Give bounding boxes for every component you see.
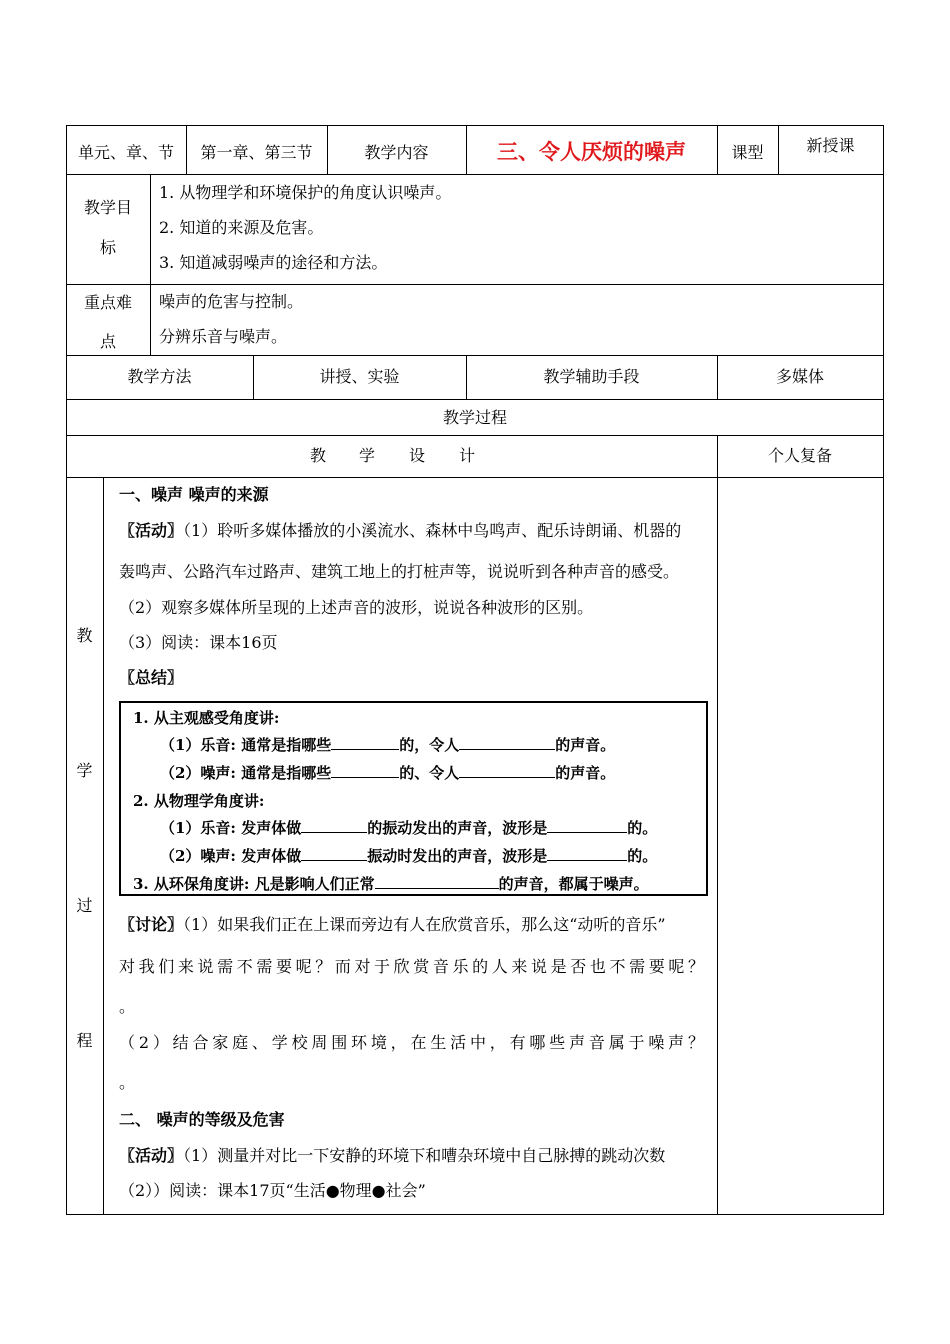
discussion-2-line-1: （2）结合家庭、学校周围环境，在生活中，有哪些声音属于噪声？ [119, 1033, 704, 1052]
activity-1-line-2: 轰鸣声、公路汽车过路声、建筑工地上的打桩声等，说说听到各种声音的感受。 [119, 562, 680, 581]
fill-blank [375, 876, 499, 889]
section-2-title: 二、 噪声的等级及危害 [119, 1110, 285, 1129]
goals-label-1: 教学目 [83, 198, 132, 217]
discussion-2-line-2: 。 [119, 1073, 136, 1092]
keypoints-label-1: 重点难 [83, 293, 132, 312]
goal-item: 1. 从物理学和环境保护的角度认识噪声。 [159, 183, 452, 202]
summary-line-6: （2）噪声: 发声体做 振动时发出的声音，波形是 的。 [160, 847, 658, 865]
activity-5: （2））阅读：课本17页“生活●物理●社会” [119, 1181, 426, 1200]
aid-label: 教学辅助手段 [543, 367, 640, 386]
fill-blank [331, 765, 399, 778]
discussion-tag: 〖讨论〗 [119, 915, 184, 934]
goal-item: 2. 知道的来源及危害。 [159, 218, 324, 237]
process-title: 教学过程 [442, 408, 507, 427]
design-header-char: 计 [459, 446, 476, 465]
fill-blank [301, 820, 367, 833]
activity-tag: 〖活动〗 [119, 1146, 184, 1165]
activity-tag: 〖活动〗 [119, 521, 184, 540]
side-char: 程 [76, 1031, 93, 1050]
activity-3: （3）阅读：课本16页 [119, 633, 278, 652]
content-label: 教学内容 [364, 143, 429, 162]
discussion-1-line-3: 。 [119, 997, 136, 1016]
aid-value: 多媒体 [775, 367, 824, 386]
summary-line-2: （1）乐音: 通常是指哪些 的，令人 的声音。 [160, 736, 616, 754]
side-char: 过 [76, 896, 93, 915]
design-header-char: 设 [409, 446, 426, 465]
unit-label: 单元、章、节 [77, 143, 174, 162]
discussion-1-line-1: 〖讨论〗（1）如果我们正在上课而旁边有人在欣赏音乐，那么这“动听的音乐” [119, 915, 666, 934]
fill-blank [547, 848, 627, 861]
summary-line-1: 1. 从主观感受角度讲: [133, 709, 280, 727]
summary-line-5: （1）乐音: 发声体做 的振动发出的声音，波形是 的。 [160, 819, 658, 837]
lesson-title: 三、令人厌烦的噪声 [497, 139, 686, 164]
activity-4: 〖活动〗（1）测量并对比一下安静的环境下和嘈杂环境中自己脉搏的跳动次数 [119, 1146, 666, 1165]
keypoint-item: 分辨乐音与噪声。 [159, 327, 288, 346]
goal-item: 3. 知道减弱噪声的途径和方法。 [159, 253, 388, 272]
keypoint-item: 噪声的危害与控制。 [159, 292, 304, 311]
goals-label-2: 标 [99, 238, 116, 257]
design-header-char: 学 [359, 446, 376, 465]
discussion-1-line-2: 对我们来说需不需要呢？而对于欣赏音乐的人来说是否也不需要呢？ [119, 957, 704, 976]
activity-2: （2）观察多媒体所呈现的上述声音的波形，说说各种波形的区别。 [119, 598, 594, 617]
unit-value: 第一章、第三节 [200, 143, 313, 162]
prep-header: 个人复备 [767, 446, 832, 465]
side-char: 教 [76, 626, 93, 645]
summary-tag: 〖总结〗 [119, 668, 184, 687]
fill-blank [331, 737, 399, 750]
type-label: 课型 [731, 143, 764, 162]
design-header-char: 教 [310, 446, 327, 465]
summary-line-3: （2）噪声: 通常是指哪些 的、令人 的声音。 [160, 764, 616, 782]
method-value: 讲授、实验 [319, 367, 400, 386]
fill-blank [547, 820, 627, 833]
summary-line-7: 3. 从环保角度讲: 凡是影响人们正常 的声音，都属于噪声。 [133, 875, 649, 893]
fill-blank [301, 848, 367, 861]
type-value: 新授课 [806, 136, 855, 155]
summary-line-4: 2. 从物理学角度讲: [133, 792, 265, 810]
section-1-title: 一、噪声 噪声的来源 [119, 485, 269, 504]
fill-blank [459, 737, 555, 750]
fill-blank [459, 765, 555, 778]
activity-1-line-1: 〖活动〗（1）聆听多媒体播放的小溪流水、森林中鸟鸣声、配乐诗朗诵、机器的 [119, 521, 682, 540]
keypoints-label-2: 点 [99, 332, 116, 351]
method-label: 教学方法 [127, 367, 192, 386]
side-char: 学 [76, 761, 93, 780]
